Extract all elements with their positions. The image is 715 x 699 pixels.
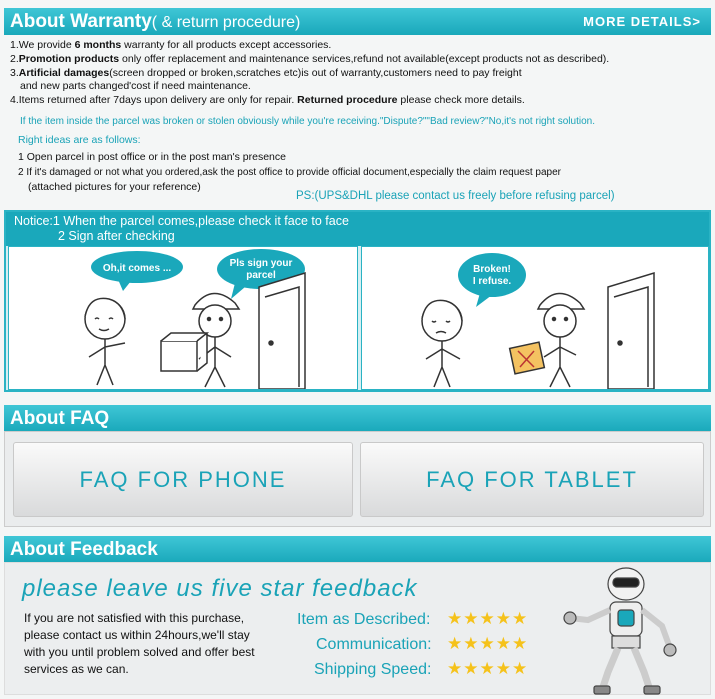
postman-figure	[193, 293, 239, 387]
right-ideas-label: Right ideas are as follows:	[18, 134, 141, 146]
scene-left-illustration	[9, 247, 357, 389]
girl-figure	[85, 298, 125, 385]
faq-title: About FAQ	[10, 408, 110, 429]
bubble-right-text-a: Broken!	[473, 264, 511, 275]
idea-2-cont: (attached pictures for your reference)	[28, 181, 201, 193]
feedback-text-4: services as we can.	[24, 662, 129, 676]
feedback-headline: please leave us five star feedback	[22, 575, 418, 602]
warranty-item-2: 2.Promotion products only offer replacement and maintenance services,refund not available(except products not as described).	[10, 53, 610, 65]
feedback-title: About Feedback	[10, 539, 158, 560]
bubble-left-1-text: Oh,it comes ...	[102, 263, 172, 274]
door-right	[608, 273, 654, 389]
idea-1: 1 Open parcel in post office or in the post man's presence	[18, 151, 286, 163]
rating-label-communication: Communication:	[316, 636, 432, 653]
feedback-header	[4, 536, 711, 563]
faq-header	[4, 405, 711, 432]
warranty-item-3: 3.Artificial damages(screen dropped or broken,scratches etc)is out of warranty,customers need to pay freight	[10, 67, 522, 79]
bubble-right	[458, 253, 526, 297]
feedback-text-1: If you are not satisfied with this purchase,	[24, 611, 245, 625]
postman-figure-right	[538, 293, 584, 387]
notice-panel	[4, 210, 711, 392]
broken-parcel	[510, 342, 545, 374]
robot-illustration	[560, 562, 710, 696]
ps-note: PS:(UPS&DHL please contact us freely before refusing parcel)	[296, 190, 615, 202]
rating-stars-communication: ★★★★★	[447, 634, 529, 653]
rating-label-shipping-speed: Shipping Speed:	[314, 661, 432, 678]
parcel-box	[161, 333, 207, 371]
feedback-text-3: with you until problem solved and offer best	[24, 645, 255, 659]
warranty-item-1: 1.We provide 6 months warranty for all products except accessories.	[10, 39, 332, 51]
warranty-item-4: 4.Items returned after 7days upon delivery are only for repair. Returned procedure please check more details.	[10, 94, 525, 106]
notice-line-2: 2 Sign after checking	[58, 229, 175, 243]
rating-stars-shipping-speed: ★★★★★	[447, 659, 529, 678]
warranty-item-3-cont: and new parts changed'cost if need maintenance.	[20, 80, 251, 92]
scene-left	[8, 246, 358, 390]
door	[259, 273, 305, 389]
dispute-note: If the item inside the parcel was broken or stolen obviously while you're receiving."Dispute?""Bad review?"No,it's not right solution.	[20, 116, 595, 127]
girl-figure-right	[422, 300, 462, 387]
bubble-left-2-text-a: Pls sign your	[229, 258, 293, 269]
faq-panel	[4, 431, 711, 527]
rating-label-item-described: Item as Described:	[297, 611, 431, 628]
faq-tablet-button[interactable]: FAQ FOR TABLET	[360, 442, 704, 517]
bubble-left-2-text-b: parcel	[246, 270, 276, 281]
rating-stars-item-described: ★★★★★	[447, 609, 529, 628]
scene-right-illustration	[362, 247, 708, 389]
faq-phone-button[interactable]: FAQ FOR PHONE	[13, 442, 353, 517]
more-details-link[interactable]: MORE DETAILS>	[583, 14, 701, 29]
warranty-title: About Warranty( & return procedure)	[10, 11, 301, 32]
warranty-header	[4, 8, 711, 35]
bubble-right-text-b: I refuse.	[472, 276, 512, 287]
idea-2: 2 If it's damaged or not what you ordered,ask the post office to provide official document,especially the claim request paper	[18, 167, 561, 178]
scene-right	[361, 246, 709, 390]
feedback-text-2: please contact us within 24hours,we'll stay	[24, 628, 250, 642]
notice-header	[6, 212, 709, 246]
notice-line-1: Notice:1 When the parcel comes,please check it face to face	[14, 214, 349, 228]
